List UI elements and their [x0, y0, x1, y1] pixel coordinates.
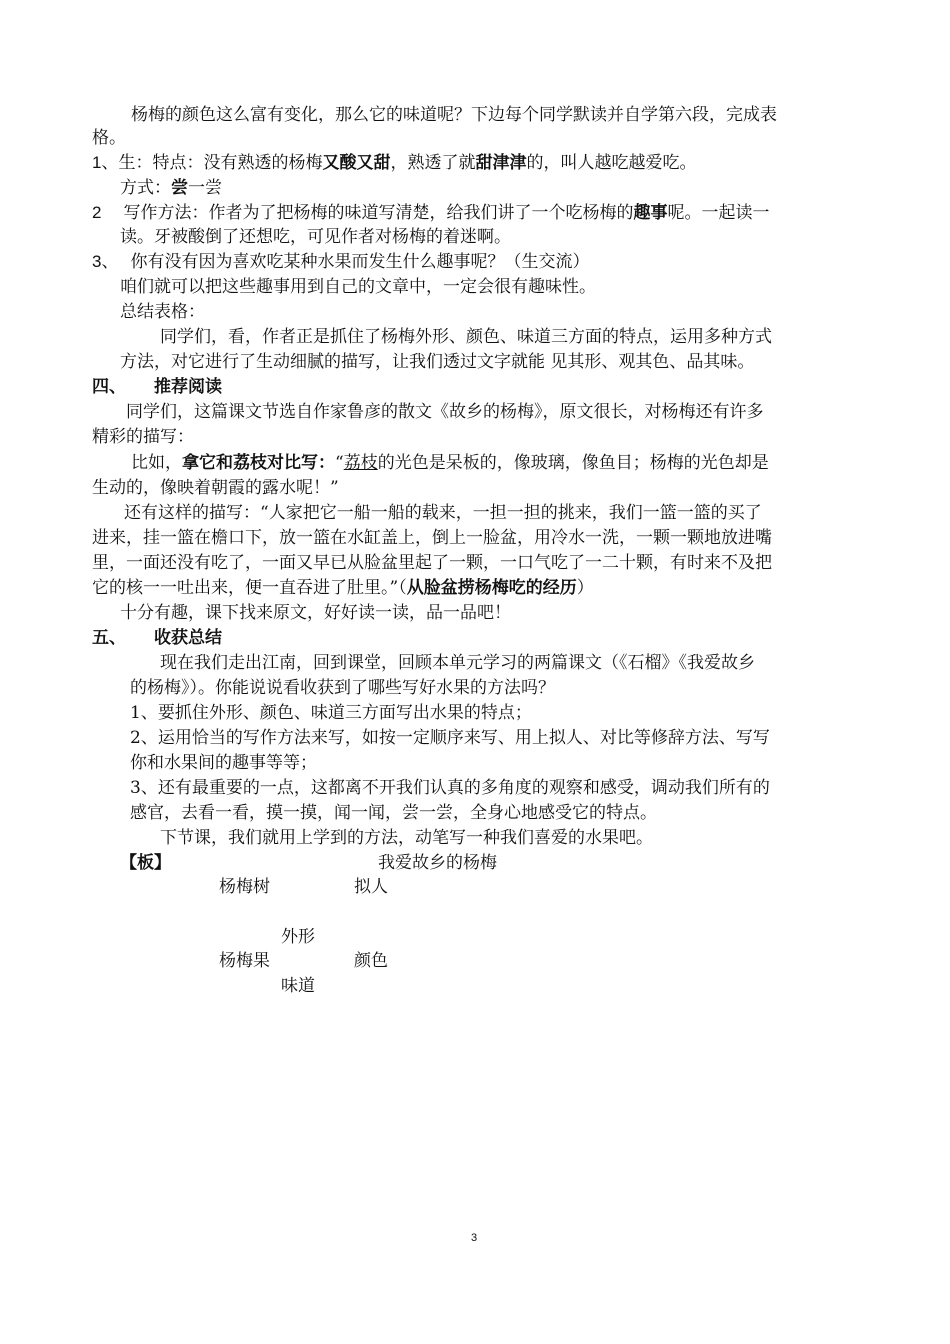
item-3 [92, 251, 589, 273]
method-bold: 尝 [171, 178, 188, 198]
reading-p2-line-1 [131, 452, 769, 474]
summary-point-3-line-1: 3、还有最重要的一点，这都离不开我们认真的多角度的观察和感受，调动我们所有的 [130, 778, 770, 798]
reading-p3-line-4-pre: 它的核一一吐出来，便一直吞进了肚里。”（ [92, 578, 407, 598]
item-3-line-2: 咱们就可以把这些趣事用到自己的文章中，一定会很有趣味性。 [120, 277, 596, 297]
item-3-text: 你有没有因为喜欢吃某种水果而发生什么趣事呢？（生交流） [130, 252, 590, 272]
item-1-post: 的，叫人越吃越爱吃。 [526, 153, 697, 173]
section-4-number: 四、 [92, 377, 126, 397]
reading-p1-line-1: 同学们，这篇课文节选自作家鲁彦的散文《故乡的杨梅》，原文很长，对杨梅还有许多 [126, 402, 764, 422]
method-pre: 方式： [120, 178, 171, 198]
page-number: 3 [471, 1232, 478, 1244]
item-1-number: 1、 [92, 153, 119, 172]
section-5-number: 五、 [92, 628, 126, 648]
item-1-bold-2: 甜津津 [475, 153, 527, 173]
reading-p2-bold: 拿它和荔枝对比写： [182, 453, 335, 473]
item-2 [92, 202, 769, 224]
reading-p3-line-1: 还有这样的描写：“人家把它一船一船的载来，一担一担的挑来，我们一篮一篮的买了 [124, 503, 762, 523]
item-1 [92, 152, 696, 174]
board-tree: 杨梅树 [219, 877, 270, 897]
summary-line-1: 同学们，看，作者正是抓住了杨梅外形、颜色、味道三方面的特点，运用多种方式 [160, 327, 772, 347]
summary-closing: 下节课，我们就用上学到的方法，动笔写一种我们喜爱的水果吧。 [160, 828, 653, 848]
board-fruit: 杨梅果 [219, 951, 270, 971]
section-4-heading [92, 376, 222, 398]
section-5-title: 收获总结 [154, 628, 222, 648]
method-line [120, 177, 222, 199]
summary-point-1: 1、要抓住外形、颜色、味道三方面写出水果的特点； [130, 703, 532, 723]
item-2-number: 2 [92, 203, 102, 222]
board-shape: 外形 [281, 927, 315, 947]
item-2-post: 呢。一起读一 [667, 203, 770, 223]
reading-p3-line-4-post: ） [576, 578, 594, 598]
reading-p2-quote-open: “ [335, 453, 344, 473]
board-personify: 拟人 [354, 877, 388, 897]
reading-p3-line-4 [92, 577, 594, 599]
section-5-heading [92, 627, 222, 649]
reading-p2-line-2: 生动的，像映着朝霞的露水呢！” [92, 478, 339, 498]
item-2-pre: 写作方法：作者为了把杨梅的味道写清楚，给我们讲了一个吃杨梅的 [123, 203, 634, 223]
reading-p2-pre: 比如， [131, 453, 182, 473]
board-title: 我爱故乡的杨梅 [378, 853, 497, 873]
reading-p2-underlined: 荔枝 [343, 453, 378, 473]
board-color: 颜色 [354, 951, 388, 971]
summary-p1-line-2: 的杨梅》）。你能说说看收获到了哪些写好水果的方法吗？ [130, 678, 555, 698]
summary-point-2-line-1: 2、运用恰当的写作方法来写，如按一定顺序来写、用上拟人、对比等修辞方法、写写 [130, 728, 770, 748]
method-post: 一尝 [188, 178, 222, 198]
item-2-line-2: 读。牙被酸倒了还想吃，可见作者对杨梅的着迷啊。 [120, 227, 511, 247]
item-2-bold: 趣事 [633, 203, 668, 223]
reading-p3-line-4-bold: 从脸盆捞杨梅吃的经历 [406, 578, 577, 598]
item-3-number: 3、 [92, 252, 119, 271]
section-4-title: 推荐阅读 [154, 377, 222, 397]
board-taste: 味道 [281, 976, 315, 996]
reading-p2-rest: 的光色是呆板的，像玻璃，像鱼目；杨梅的光色却是 [377, 453, 769, 473]
reading-p3-line-2: 进来，挂一篮在檐口下，放一篮在水缸盖上，倒上一脸盆，用冷水一洗，一颗一颗地放进嘴 [92, 528, 772, 548]
item-1-bold-1: 又酸又甜 [322, 153, 391, 173]
reading-p1-line-2: 精彩的描写： [92, 427, 194, 447]
summary-label: 总结表格： [120, 302, 205, 322]
board-label: 【板】 [120, 853, 171, 873]
reading-p3-line-3: 里，一面还没有吃了，一面又早已从脸盆里起了一颗，一口气吃了一二十颗，有时来不及把 [92, 553, 772, 573]
intro-line-2: 格。 [92, 128, 126, 148]
summary-point-3-line-2: 感官，去看一看，摸一摸，闻一闻，尝一尝，全身心地感受它的特点。 [130, 803, 657, 823]
summary-line-2: 方法，对它进行了生动细腻的描写，让我们透过文字就能 见其形、观其色、品其味。 [120, 352, 755, 372]
item-1-mid: ，熟透了就 [390, 153, 476, 173]
item-1-pre: 生：特点：没有熟透的杨梅 [118, 153, 323, 173]
summary-point-2-line-2: 你和水果间的趣事等等； [130, 753, 317, 773]
intro-line-1: 杨梅的颜色这么富有变化，那么它的味道呢？下边每个同学默读并自学第六段，完成表 [131, 105, 777, 125]
reading-p4: 十分有趣，课下找来原文，好好读一读，品一品吧！ [120, 603, 511, 623]
summary-p1-line-1: 现在我们走出江南，回到课堂，回顾本单元学习的两篇课文（《石榴》《我爱故乡 [160, 653, 755, 673]
